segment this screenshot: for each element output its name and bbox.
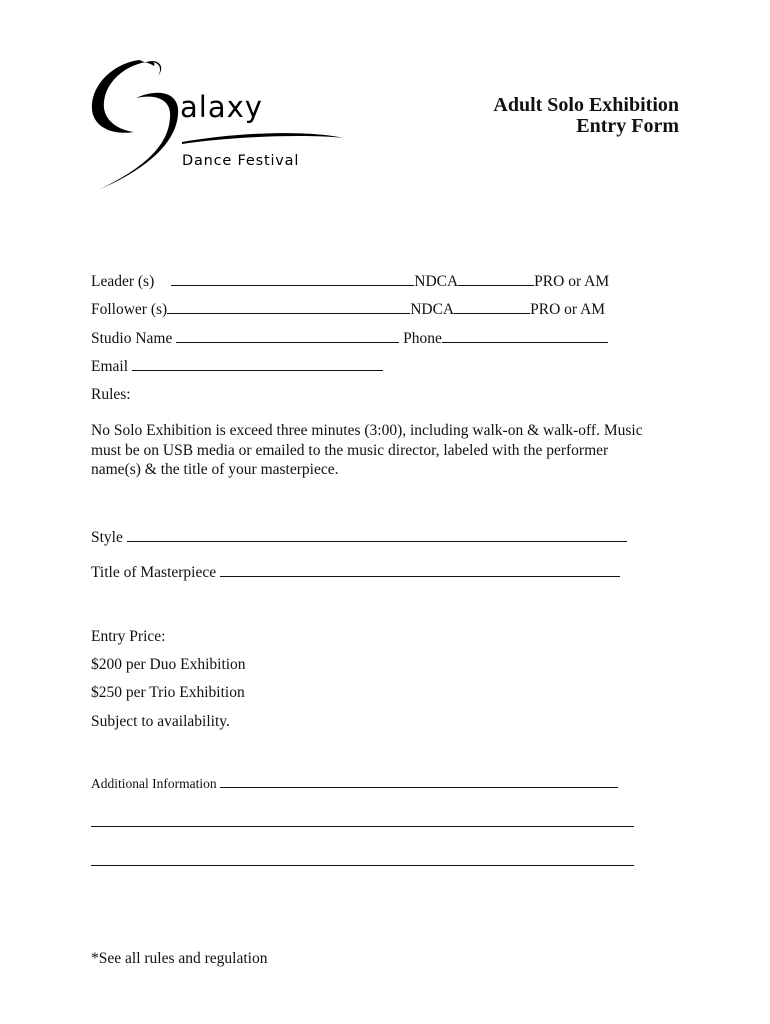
follower-ndca-label: NDCA: [410, 301, 455, 318]
leader-field[interactable]: [171, 272, 414, 286]
additional-line-3[interactable]: [91, 865, 634, 866]
masterpiece-label: Title of Masterpiece: [91, 564, 217, 581]
rules-heading: Rules:: [91, 386, 131, 403]
leader-ndca-label: NDCA: [414, 273, 459, 290]
availability-note: Subject to availability.: [91, 713, 230, 730]
email-label: Email: [91, 358, 129, 375]
follower-row: [91, 300, 605, 319]
follower-label: Follower (s): [91, 301, 168, 318]
studio-field[interactable]: [176, 329, 399, 343]
follower-pro-am-label: PRO or AM: [530, 301, 606, 318]
logo-subtitle: Dance Festival: [182, 153, 300, 169]
style-label: Style: [91, 529, 123, 546]
galaxy-logo: [88, 52, 350, 194]
follower-field[interactable]: [167, 300, 410, 314]
additional-row: [91, 774, 618, 793]
leader-pro-am-label: PRO or AM: [534, 273, 610, 290]
style-field[interactable]: [127, 528, 627, 542]
email-row: [91, 357, 383, 376]
additional-line-2[interactable]: [91, 826, 634, 827]
studio-label: Studio Name: [91, 330, 173, 347]
title-line-2: Entry Form: [576, 115, 679, 137]
title-line-1: Adult Solo Exhibition: [493, 94, 679, 116]
rules-text: No Solo Exhibition is exceed three minutes (3:00), including walk-on & walk-off. Music must be on USB media or emailed to the music director, labeled with the performer name(s) & the title of your masterpiece.: [91, 422, 643, 478]
form-title: [493, 95, 679, 137]
phone-field[interactable]: [442, 329, 608, 343]
additional-label: Additional Information: [91, 776, 217, 791]
leader-row: [91, 272, 609, 291]
leader-ndca-field[interactable]: [458, 272, 534, 286]
price-duo: $200 per Duo Exhibition: [91, 656, 246, 673]
email-field[interactable]: [132, 357, 383, 371]
footer-note: *See all rules and regulation: [91, 950, 268, 967]
price-trio: $250 per Trio Exhibition: [91, 684, 245, 701]
additional-field[interactable]: [220, 774, 618, 788]
follower-ndca-field[interactable]: [454, 300, 530, 314]
studio-row: [91, 329, 608, 348]
style-row: [91, 528, 627, 547]
phone-label: Phone: [403, 330, 442, 347]
logo-wordmark: alaxy: [180, 90, 263, 124]
price-heading: Entry Price:: [91, 628, 166, 645]
leader-label: Leader (s): [91, 273, 155, 290]
masterpiece-field[interactable]: [220, 563, 620, 577]
masterpiece-row: [91, 563, 620, 582]
